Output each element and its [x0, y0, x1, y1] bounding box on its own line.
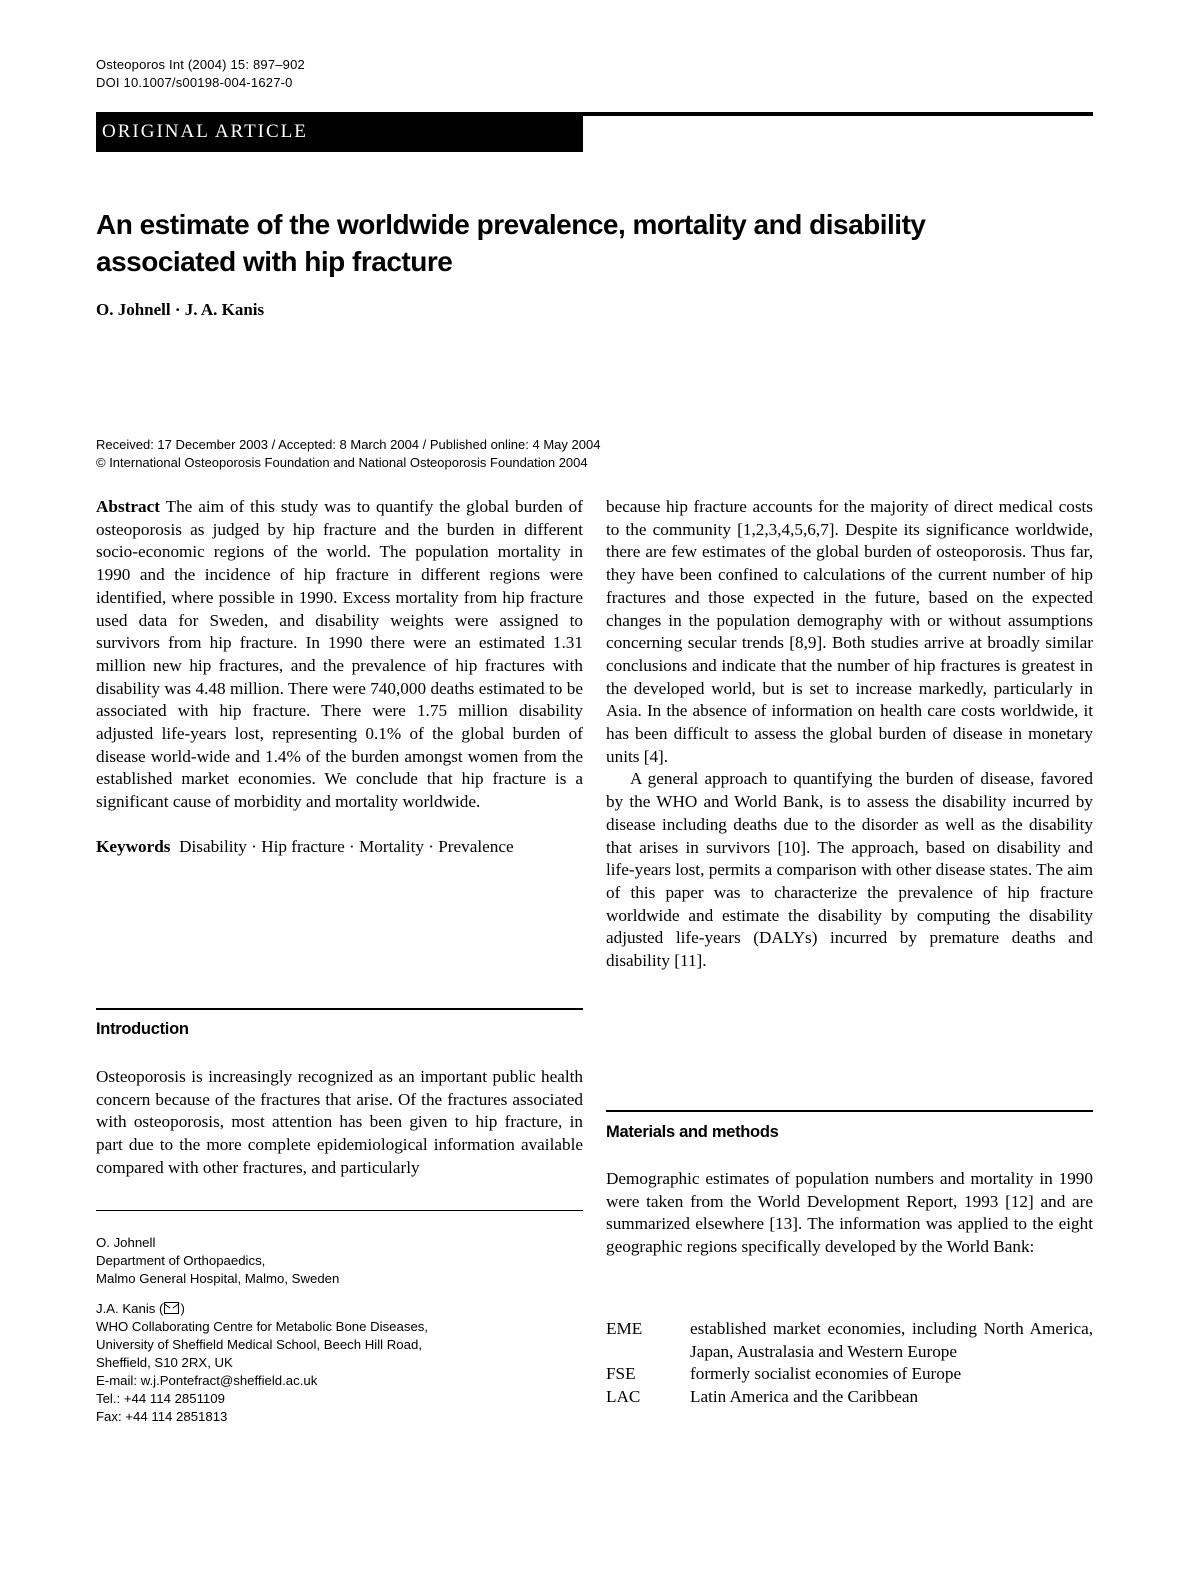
journal-citation: Osteoporos Int (2004) 15: 897–902 [96, 57, 305, 72]
abstract-label: Abstract [96, 497, 160, 516]
region-item [606, 1386, 1093, 1409]
affil1-dept: Department of Orthopaedics, [96, 1253, 266, 1268]
abstract [96, 496, 583, 814]
affil2-line3: Sheffield, S10 2RX, UK [96, 1355, 233, 1370]
materials-body [606, 1168, 1093, 1259]
materials-rule [606, 1110, 1093, 1112]
abstract-text: The aim of this study was to quantify the global burden of osteoporosis as judged by hip fracture and the burden in different socio-economic regions of the world. The population mortality in 1990 and the incidence of hip fracture in different regions were identified, where possible in 1990. Excess mortality from hip fracture used data for Sweden, and disability weights were assigned to survivors from hip fracture. In 1990 there were an estimated 1.31 million new hip fractures, and the prevalence of hip fractures with disability was 4.48 million. There were 740,000 deaths estimated to be associated with hip fracture. There were 1.75 million disability adjusted life-years lost, representing 0.1% of the global burden of disease world-wide and 1.4% of the burden amongst women from the established market economies. We conclude that hip fracture is a significant cause of morbidity and mortality worldwide. [96, 497, 583, 812]
region-code: EME [606, 1319, 643, 1338]
keywords-label: Keywords [96, 836, 171, 856]
envelope-icon [164, 1302, 179, 1314]
keywords [96, 836, 583, 859]
materials-paragraph: Demographic estimates of population numbers and mortality in 1990 were taken from the World Development Report, 1993 [12] and are summarized elsewhere [13]. The information was applied to the eight geographic regions specifically developed by the World Bank: [606, 1169, 1093, 1257]
introduction-rule [96, 1008, 583, 1010]
title-line-1: An estimate of the worldwide prevalence, mortality and disability [96, 209, 926, 240]
author-list: O. Johnell · J. A. Kanis [96, 300, 265, 319]
title-line-2: associated with hip fracture [96, 246, 453, 277]
journal-doi: DOI 10.1007/s00198-004-1627-0 [96, 75, 293, 90]
affil2-email: E-mail: w.j.Pontefract@sheffield.ac.uk [96, 1373, 318, 1388]
affil2-name: J.A. Kanis ( [96, 1301, 164, 1316]
affil2-line2: University of Sheffield Medical School, Beech Hill Road, [96, 1337, 422, 1352]
affil2-line1: WHO Collaborating Centre for Metabolic Bone Diseases, [96, 1319, 429, 1334]
region-description: formerly socialist economies of Europe [690, 1364, 962, 1384]
article-title [96, 206, 1096, 280]
journal-header [96, 56, 305, 92]
materials-heading: Materials and methods [606, 1123, 779, 1141]
left-column [96, 496, 583, 859]
affil2-name-line [96, 1300, 583, 1318]
publication-dates [96, 436, 600, 472]
region-description: established market economies, including North America, Japan, Australasia and Western Europe [690, 1319, 1093, 1361]
region-description: Latin America and the Caribbean [690, 1387, 919, 1407]
introduction-body [96, 1066, 583, 1180]
affil2-name-end: ) [180, 1301, 185, 1316]
region-list [606, 1318, 1093, 1409]
affiliation-author2 [96, 1300, 583, 1426]
affil1-name: O. Johnell [96, 1235, 156, 1250]
footnote-rule [96, 1210, 583, 1211]
right-paragraph-1: because hip fracture accounts for the majority of direct medical costs to the community [1,2,3,4,5,6,7]. Despite its significance worldwide, there are few estimates of the global burden of osteoporosis. Thus far, they have been confined to calculations of the current number of hip fractures and those expected in the future, based on the expected changes in the population demography with or without assumptions concerning secular trends [8,9]. Both studies arrive at broadly similar conclusions and indicate that the number of hip fractures is greatest in the developed world, but is set to increase markedly, particularly in Asia. In the absence of information on health care costs worldwide, it has been difficult to assess the global burden of disease in monetary units [4]. [606, 497, 1093, 766]
affiliation-author1 [96, 1234, 583, 1288]
header-rule [583, 112, 1093, 116]
article-type-banner: ORIGINAL ARTICLE [96, 112, 583, 152]
affil1-place: Malmo General Hospital, Malmo, Sweden [96, 1271, 340, 1286]
region-code: FSE [606, 1364, 636, 1384]
introduction-paragraph: Osteoporosis is increasingly recognized as an important public health concern because of the fractures that arise. Of the fractures associated with osteoporosis, most attention has been given to hip fracture, in part due to the more complete epidemiological information available compared with other fractures, and particularly [96, 1067, 583, 1177]
publication-history: Received: 17 December 2003 / Accepted: 8 March 2004 / Published online: 4 May 2004 [96, 437, 601, 452]
right-column [606, 496, 1093, 973]
region-code: LAC [606, 1387, 641, 1407]
copyright-line: © International Osteoporosis Foundation and National Osteoporosis Foundation 2004 [96, 455, 588, 470]
region-item [606, 1363, 1093, 1386]
keywords-text: Disability · Hip fracture · Mortality · Prevalence [179, 836, 514, 856]
affil2-fax: Fax: +44 114 2851813 [96, 1409, 228, 1424]
affil2-tel: Tel.: +44 114 2851109 [96, 1391, 225, 1406]
introduction-heading: Introduction [96, 1020, 189, 1038]
region-item [606, 1318, 1093, 1363]
right-paragraph-2: A general approach to quantifying the burden of disease, favored by the WHO and World Bank, is to assess the disability incurred by disease including deaths due to the disorder as well as the disability that arises in survivors [10]. The approach, based on disability and life-years lost, permits a comparison with other disease states. The aim of this paper was to characterize the prevalence of hip fracture worldwide and estimate the disability by computing the disability adjusted life-years (DALYs) incurred by premature deaths and disability [11]. [606, 769, 1093, 971]
